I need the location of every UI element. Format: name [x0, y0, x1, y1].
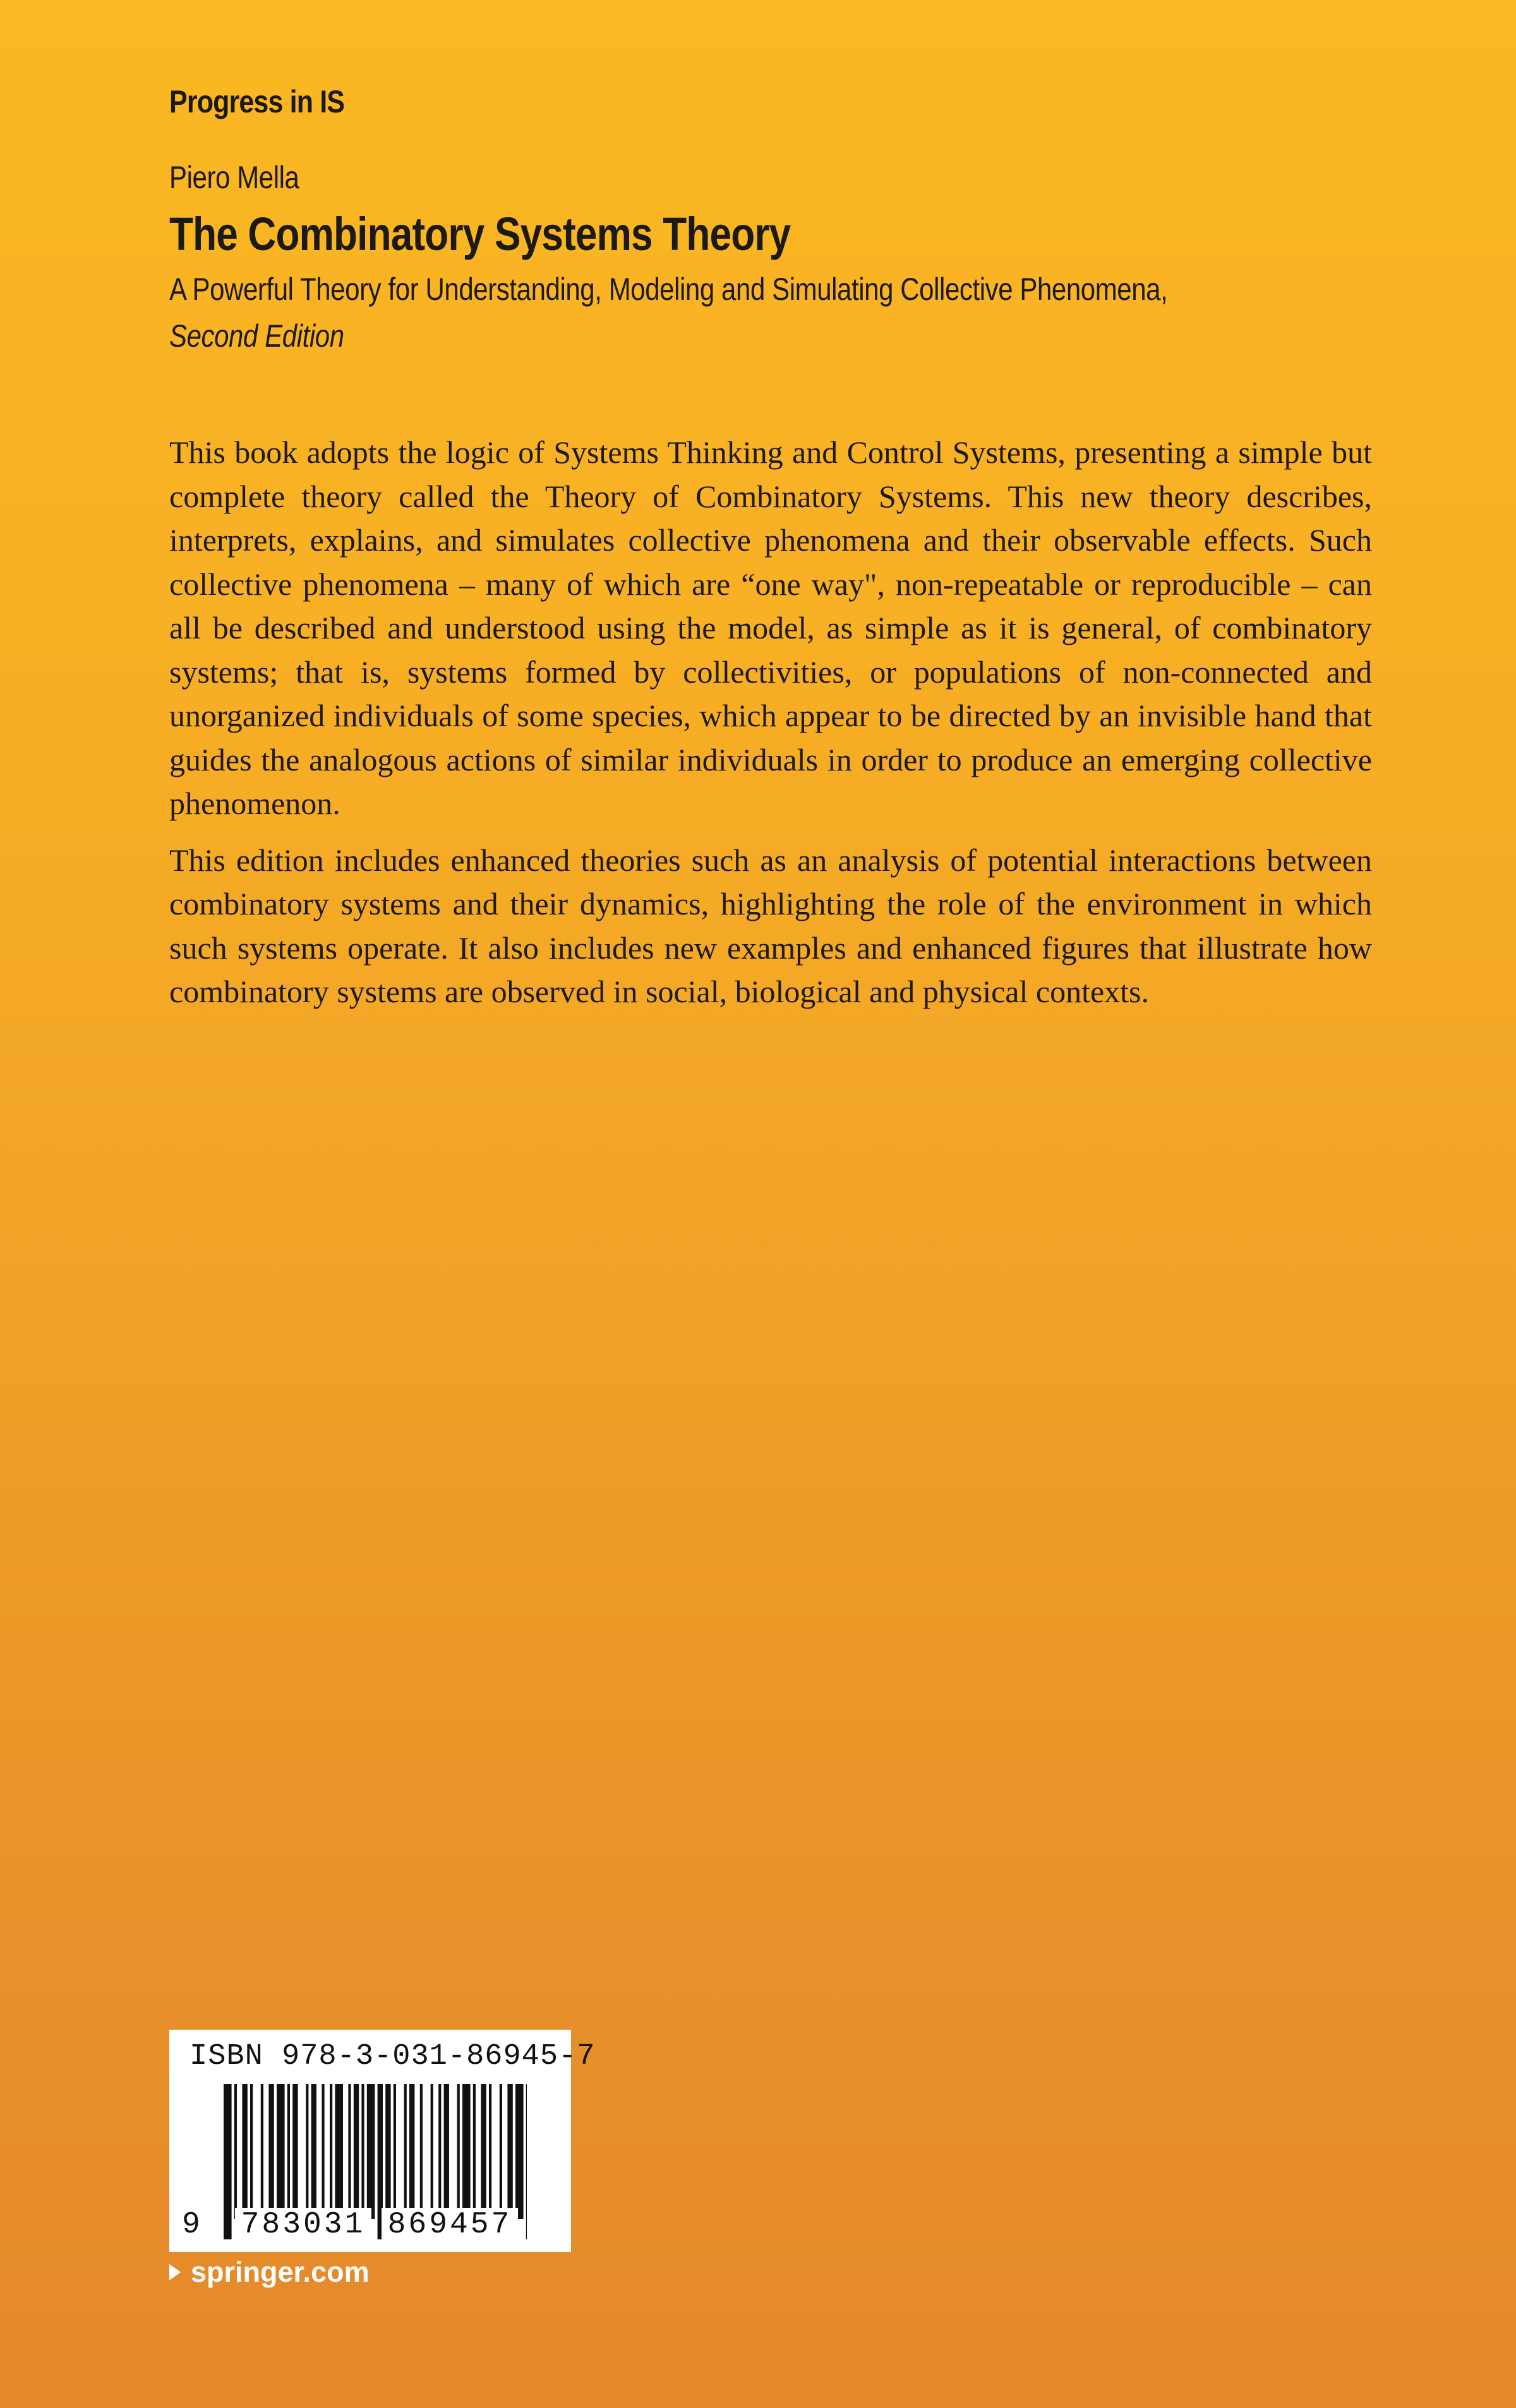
cover-header [169, 83, 1369, 354]
barcode-bar [311, 2084, 316, 2219]
barcode-bar [268, 2084, 274, 2219]
barcode-bar [462, 2084, 471, 2219]
barcode-bar [507, 2084, 512, 2219]
barcode-bar [335, 2084, 343, 2219]
book-title: The Combinatory Systems Theory [169, 208, 791, 260]
ean-right-digits: 869457 [382, 2208, 518, 2242]
series-name: Progress in IS [169, 84, 345, 119]
book-description [169, 431, 1372, 1027]
barcode-bar [431, 2084, 433, 2219]
barcode-bar [322, 2084, 324, 2219]
arrow-right-icon [169, 2264, 181, 2280]
description-paragraph: This edition includes enhanced theories such as an analysis of potential interactions between combinatory systems and their dynamics, highlighting the role of the environment in which such systems operate. It also includes new examples and enhanced figures that illustrate how combinatory systems are observed in social, biological and physical contexts. [169, 842, 1372, 1009]
barcode-bar [409, 2084, 414, 2219]
barcode-bar [457, 2084, 460, 2219]
springer-link[interactable] [169, 2256, 370, 2289]
barcode-bar [250, 2084, 253, 2219]
springer-link-label: springer.com [191, 2256, 370, 2288]
edition-label: Second Edition [169, 318, 344, 354]
barcode-bar [224, 2084, 232, 2239]
barcode-bar [234, 2084, 237, 2219]
barcode-bar [348, 2084, 351, 2219]
barcode-bar [481, 2084, 486, 2219]
barcode-bar [438, 2084, 441, 2219]
barcode-bar [420, 2084, 423, 2219]
barcode-bar [526, 2084, 527, 2239]
barcode-bar [361, 2084, 364, 2219]
barcode-bar [330, 2084, 332, 2219]
barcode-bar [242, 2084, 247, 2219]
barcode-bar [404, 2084, 407, 2219]
barcode-bar [287, 2084, 290, 2219]
barcode-bar [444, 2084, 449, 2219]
barcode-bar [354, 2084, 359, 2219]
ean-lead-digit: 9 [182, 2208, 200, 2242]
description-paragraph: This book adopts the logic of Systems Thinking and Control Systems, presenting a simple but complete theory called the Theory of Combinatory Systems. This new theory describes, interprets, explains, and simulates collective phenomena and their observable effects. Such collective phenomena – many of which are “one way", non-repeatable or reproducible – can all be described and understood using the model, as simple as it is general, of combinatory systems; that is, systems formed by collectivities, or populations of non-connected and unorganized individuals of some species, which appear to be directed by an invisible hand that guides the analogous actions of similar individuals in order to produce an emerging collective phenomenon. [169, 434, 1372, 821]
isbn-label: ISBN 978-3-031-86945-7 [190, 2040, 596, 2073]
barcode-bar [292, 2084, 298, 2219]
barcode-bar [277, 2084, 285, 2219]
barcode-bar [515, 2084, 524, 2219]
barcode-bar [367, 2084, 375, 2219]
barcode-bar [500, 2084, 502, 2219]
barcode-bar [394, 2084, 396, 2219]
book-subtitle: A Powerful Theory for Understanding, Modeling and Simulating Collective Phenomena, [169, 272, 1168, 307]
isbn-barcode [169, 2030, 596, 2252]
barcode-bar [385, 2084, 390, 2219]
barcode-bar [261, 2084, 263, 2219]
barcode-bar [473, 2084, 476, 2219]
author-name: Piero Mella [169, 160, 299, 195]
barcode-bar [306, 2084, 308, 2219]
ean-left-digits: 783031 [235, 2208, 371, 2242]
barcode-bar [489, 2084, 491, 2219]
